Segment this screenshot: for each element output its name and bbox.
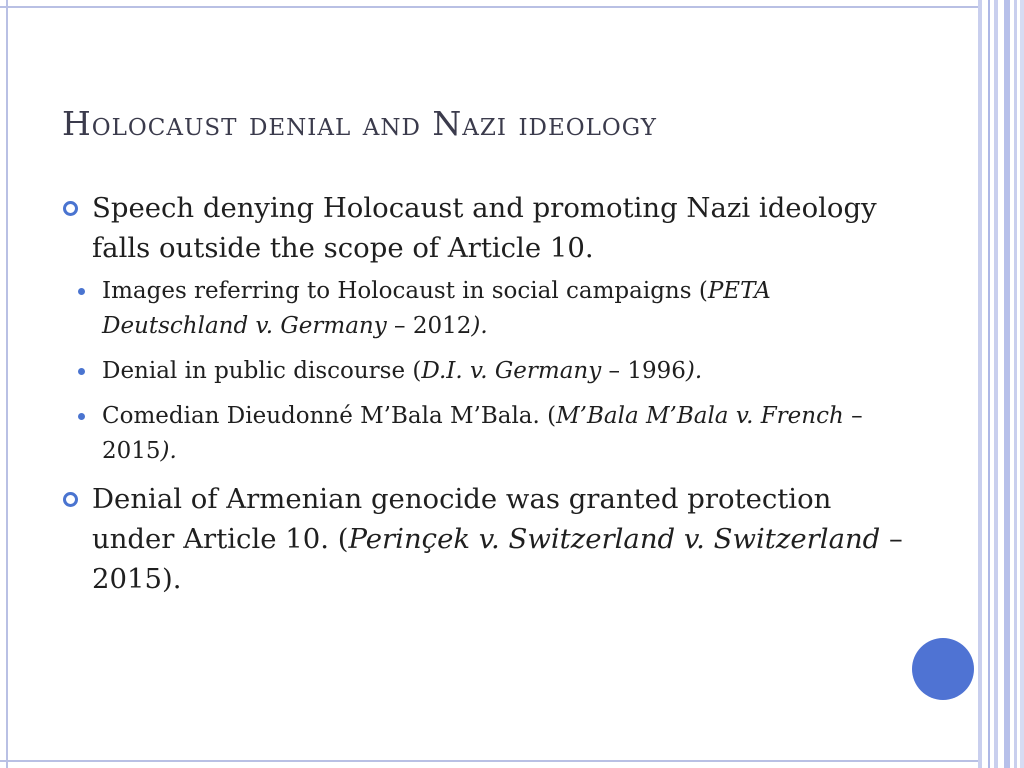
circle-bullet-icon [63, 492, 78, 507]
case-name: D.I. v. Germany [421, 358, 602, 384]
sub-bullet-text: Denial in public discourse ( [102, 358, 422, 384]
frame-line-left [6, 0, 8, 768]
bullet-text: Denial of Armenian genocide was granted protection under Article 10. ( [92, 483, 832, 555]
stripe [994, 0, 998, 768]
case-closing: ). [685, 358, 703, 384]
circle-bullet-icon [63, 201, 78, 216]
stripe [988, 0, 990, 768]
stripe [1020, 0, 1024, 768]
sub-bullet-item [60, 274, 920, 344]
bullet-text: Speech denying Holocaust and promoting Nazi ideology falls outside the scope of Article 10. [92, 192, 877, 264]
case-year: – 2015 [102, 403, 863, 464]
sub-bullet-list [60, 274, 920, 469]
sub-bullet-item [60, 399, 920, 469]
case-year: – 1996 [601, 358, 686, 384]
stripe [1004, 0, 1010, 768]
case-closing: ). [160, 438, 177, 464]
dot-bullet-icon [78, 368, 85, 375]
bullet-item [60, 479, 920, 599]
slide-title: Holocaust denial and Nazi ideology [62, 104, 657, 143]
case-year: – 2015 [92, 523, 903, 595]
dot-bullet-icon [78, 288, 85, 295]
stripe [1014, 0, 1017, 768]
sub-bullet-item [60, 354, 920, 389]
sub-bullet-text: Images referring to Holocaust in social campaigns ( [102, 278, 708, 304]
bullet-item [60, 188, 920, 268]
case-year: – 2012 [386, 313, 472, 339]
frame-line-bottom [0, 760, 978, 762]
case-closing: ). [471, 313, 488, 339]
decorative-stripes [976, 0, 1024, 768]
case-name: PETA Deutschland v. Germany [102, 278, 771, 339]
decorative-circle [912, 638, 974, 700]
case-name: Perinçek v. Switzerland v. Switzerland [348, 523, 881, 555]
bullet-list [60, 188, 920, 603]
dot-bullet-icon [78, 413, 85, 420]
case-name: M’Bala M’Bala v. French [556, 403, 844, 429]
stripe [978, 0, 982, 768]
case-closing: ). [162, 563, 182, 595]
sub-bullet-text: Comedian Dieudonné M’Bala M’Bala. ( [102, 403, 557, 429]
frame-line-top [0, 6, 978, 8]
